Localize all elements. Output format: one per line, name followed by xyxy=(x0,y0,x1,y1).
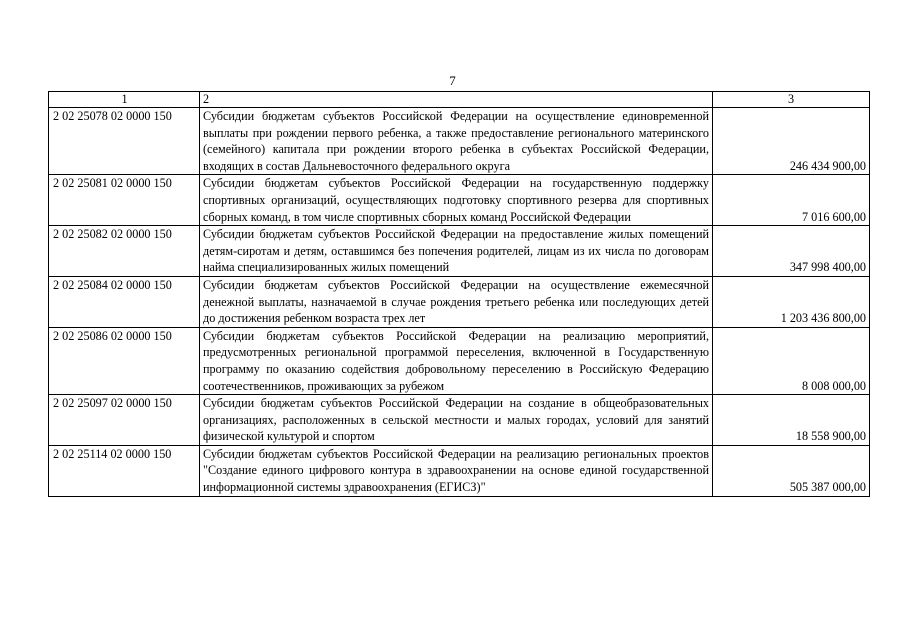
subsidy-description: Субсидии бюджетам субъектов Российской Федерации на реализацию мероприятий, предусмотренных региональной программой переселения, включенной в Государственную программу по оказанию содействия добровольному переселению в Российскую Федерацию соотечественников, проживающих за рубежом xyxy=(200,327,713,394)
table-row xyxy=(49,276,870,327)
subsidy-description: Субсидии бюджетам субъектов Российской Федерации на государственную поддержку спортивных организаций, осуществляющих подготовку спортивного резерва для спортивных сборных команд, в том числе спортивных сборных команд Российской Федерации xyxy=(200,175,713,226)
budget-code: 2 02 25082 02 0000 150 xyxy=(49,226,200,277)
subsidy-amount: 18 558 900,00 xyxy=(713,395,870,446)
subsidy-description: Субсидии бюджетам субъектов Российской Федерации на предоставление жилых помещений детям-сиротам и детям, оставшимся без попечения родителей, лицам из их числа по договорам найма специализированных жилых помещений xyxy=(200,226,713,277)
column-header-3: 3 xyxy=(713,92,870,108)
budget-code: 2 02 25078 02 0000 150 xyxy=(49,108,200,175)
subsidy-amount: 8 008 000,00 xyxy=(713,327,870,394)
subsidy-amount: 505 387 000,00 xyxy=(713,445,870,496)
subsidy-amount: 246 434 900,00 xyxy=(713,108,870,175)
table-row xyxy=(49,395,870,446)
subsidy-description: Субсидии бюджетам субъектов Российской Федерации на реализацию региональных проектов "Создание единого цифрового контура в здравоохранении на основе единой государственной информационной системы здравоохранения (ЕГИСЗ)" xyxy=(200,445,713,496)
subsidy-amount: 347 998 400,00 xyxy=(713,226,870,277)
table-row xyxy=(49,175,870,226)
page-number: 7 xyxy=(449,73,456,88)
column-header-1: 1 xyxy=(49,92,200,108)
column-number-row xyxy=(49,92,870,108)
budget-table xyxy=(48,91,870,497)
budget-code: 2 02 25081 02 0000 150 xyxy=(49,175,200,226)
subsidy-amount: 7 016 600,00 xyxy=(713,175,870,226)
subsidy-description: Субсидии бюджетам субъектов Российской Федерации на создание в общеобразовательных организациях, расположенных в сельской местности и малых городах, условий для занятий физической культурой и спортом xyxy=(200,395,713,446)
budget-code: 2 02 25086 02 0000 150 xyxy=(49,327,200,394)
subsidy-description: Субсидии бюджетам субъектов Российской Федерации на осуществление единовременной выплаты при рождении первого ребенка, а также предоставление регионального материнского (семейного) капитала при рождении второго ребенка в субъектах Российской Федерации, входящих в состав Дальневосточного федерального округа xyxy=(200,108,713,175)
column-header-2: 2 xyxy=(200,92,713,108)
table-row xyxy=(49,445,870,496)
budget-code: 2 02 25084 02 0000 150 xyxy=(49,276,200,327)
subsidy-amount: 1 203 436 800,00 xyxy=(713,276,870,327)
table-row xyxy=(49,327,870,394)
table-row xyxy=(49,108,870,175)
budget-code: 2 02 25114 02 0000 150 xyxy=(49,445,200,496)
table-row xyxy=(49,226,870,277)
subsidy-description: Субсидии бюджетам субъектов Российской Федерации на осуществление ежемесячной денежной выплаты, назначаемой в случае рождения третьего ребенка или последующих детей до достижения ребенком возраста трех лет xyxy=(200,276,713,327)
budget-code: 2 02 25097 02 0000 150 xyxy=(49,395,200,446)
